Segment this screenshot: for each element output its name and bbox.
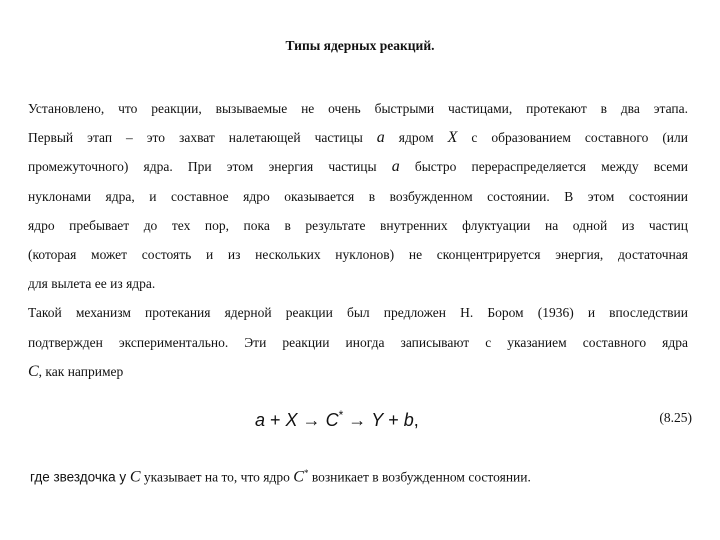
text-line — [28, 152, 688, 181]
variable-a: a — [391, 158, 400, 176]
text-line — [28, 123, 688, 152]
star-superscript: * — [303, 468, 309, 478]
formula-arrow: → — [297, 410, 326, 430]
section-title: Типы ядерных реакций. — [285, 38, 435, 53]
text-segment: ядром — [384, 130, 448, 146]
reaction-formula — [255, 408, 419, 431]
formula-arrow: → — [343, 410, 372, 430]
text-segment: Первый этап – это захват налетающей частицы — [28, 130, 377, 146]
text-segment: где звездочка у — [30, 469, 130, 485]
equation-number: (8.25) — [659, 410, 692, 425]
formula-comma: , — [413, 410, 419, 430]
text-line: для вылета ее из ядра. — [28, 276, 156, 292]
text-line — [28, 357, 688, 386]
text-line: Такой механизм протекания ядерной реакции был предложен Н. Бором (1936) и впоследствии — [28, 305, 688, 321]
formula-X: X — [285, 410, 298, 430]
text-segment: промежуточного) ядра. При этом энергия частицы — [28, 159, 392, 175]
paragraph-bohr — [28, 298, 688, 386]
body-text — [28, 94, 688, 386]
text-segment: быстро перераспределяется между всеми — [399, 159, 689, 175]
variable-C: C — [293, 468, 304, 486]
variable-C: C — [28, 362, 39, 380]
text-line: нуклонами ядра, и составное ядро оказывается в возбужденном состоянии. В этом состоянии — [28, 188, 688, 204]
formula-C: C — [325, 410, 339, 430]
text-segment: с образованием составного (или — [457, 130, 688, 146]
variable-X: X — [447, 129, 458, 147]
text-segment: возникает в возбужденном состоянии. — [308, 469, 531, 485]
formula-plus: + — [265, 410, 286, 430]
text-segment: указывает на то, что ядро — [140, 469, 294, 485]
text-line: Установлено, что реакции, вызываемые не очень быстрыми частицами, протекают в два этапа. — [28, 101, 688, 116]
paragraph-mechanism — [28, 94, 688, 298]
formula-Y: Y — [371, 410, 384, 430]
text-line: ядро пребывает до тех пор, пока в результате внутренних флуктуации на одной из частиц — [28, 217, 688, 233]
formula-a: a — [255, 410, 266, 430]
variable-a: a — [376, 129, 385, 147]
formula-plus: + — [383, 410, 404, 430]
text-segment: , как например — [38, 363, 124, 379]
formula-b: b — [403, 410, 414, 430]
formula-star: * — [338, 408, 344, 422]
text-line: (которая может состоять и из нескольких нуклонов) не сконцентрируется энергия, достаточная — [28, 247, 688, 263]
text-line: подтвержден экспериментально. Эти реакции иногда записывают с указанием составного ядра — [28, 334, 688, 350]
where-line — [30, 468, 690, 487]
variable-C: C — [129, 468, 141, 486]
